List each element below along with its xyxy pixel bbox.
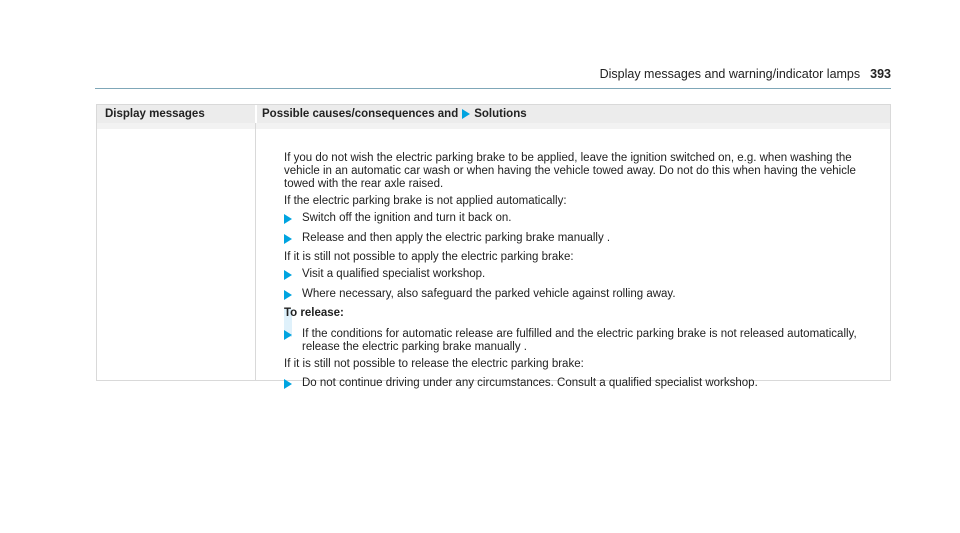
column-header-solutions-label: Solutions bbox=[474, 108, 527, 120]
bullet-text: Visit a qualified specialist workshop. bbox=[302, 268, 486, 280]
subheading-to-release: To release: bbox=[284, 307, 344, 319]
bullet-arrow-icon bbox=[284, 214, 292, 224]
bullet-arrow-icon bbox=[284, 379, 292, 389]
header-column-divider bbox=[255, 105, 257, 123]
page-header bbox=[600, 67, 891, 81]
paragraph-line: If it is still not possible to apply the electric parking brake: bbox=[284, 251, 574, 263]
bullet-text: If the conditions for automatic release are fulfilled and the electric parking brake is not released automatically, bbox=[302, 328, 857, 340]
paragraph-line: If you do not wish the electric parking brake to be applied, leave the ignition switched on, e.g. when washing the bbox=[284, 152, 852, 164]
bullet-arrow-icon bbox=[284, 234, 292, 244]
column-header-causes-label: Possible causes/consequences and bbox=[262, 108, 459, 120]
table-header-row bbox=[97, 105, 890, 123]
bullet-arrow-icon bbox=[284, 330, 292, 340]
paragraph-line: If it is still not possible to release the electric parking brake: bbox=[284, 358, 584, 370]
column-divider bbox=[255, 123, 256, 380]
bullet-text: Release and then apply the electric parking brake manually . bbox=[302, 232, 611, 244]
bullet-text: Switch off the ignition and turn it back on. bbox=[302, 212, 512, 224]
table-subheader-bar bbox=[97, 123, 890, 129]
column-header-causes-solutions bbox=[262, 108, 527, 120]
solution-arrow-icon bbox=[462, 109, 470, 119]
column-header-display-messages: Display messages bbox=[105, 108, 205, 120]
page-header-title: Display messages and warning/indicator lamps bbox=[599, 67, 861, 81]
bullet-arrow-icon bbox=[284, 270, 292, 280]
page-number: 393 bbox=[870, 67, 891, 81]
header-rule bbox=[95, 88, 891, 89]
paragraph-line: vehicle in an automatic car wash or when having the vehicle towed away. Do not do this when having the vehicle bbox=[284, 165, 856, 177]
bullet-text-continued: release the electric parking brake manually . bbox=[302, 341, 528, 353]
bullet-text: Do not continue driving under any circumstances. Consult a qualified specialist workshop. bbox=[302, 377, 758, 389]
paragraph-line: If the electric parking brake is not applied automatically: bbox=[284, 195, 567, 207]
bullet-text: Where necessary, also safeguard the parked vehicle against rolling away. bbox=[302, 288, 676, 300]
bullet-arrow-icon bbox=[284, 290, 292, 300]
paragraph-line: towed with the rear axle raised. bbox=[284, 178, 444, 190]
